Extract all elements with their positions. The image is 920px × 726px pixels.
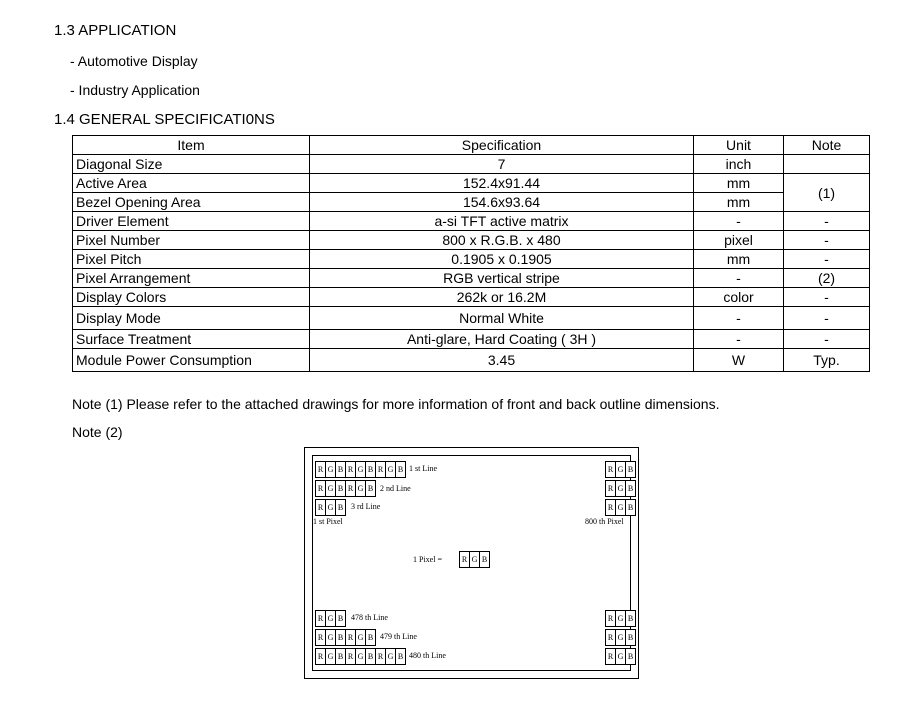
- row-item: Pixel Pitch: [73, 250, 310, 269]
- row-note: -: [784, 307, 870, 330]
- row-note: -: [784, 330, 870, 349]
- subpixel-cell: R: [345, 629, 356, 646]
- row-spec: RGB vertical stripe: [310, 269, 694, 288]
- label-3rd-line: 3 rd Line: [351, 502, 381, 511]
- subpixel-cell: B: [365, 480, 376, 497]
- note-2: Note (2): [72, 424, 123, 440]
- subpixel-cell: B: [335, 461, 346, 478]
- subpixel-cell: B: [625, 461, 636, 478]
- row-spec: 0.1905 x 0.1905: [310, 250, 694, 269]
- row-note: (1): [784, 174, 870, 212]
- subpixel-cell: B: [625, 610, 636, 627]
- row-item: Surface Treatment: [73, 330, 310, 349]
- subpixel-cell: B: [335, 480, 346, 497]
- subpixel-cell: B: [625, 499, 636, 516]
- label-800th-pixel: 800 th Pixel: [585, 517, 624, 526]
- subpixel-cell: G: [385, 461, 396, 478]
- row-spec: Normal White: [310, 307, 694, 330]
- subpixel-cell: B: [365, 461, 376, 478]
- row-item: Driver Element: [73, 212, 310, 231]
- row-note: -: [784, 288, 870, 307]
- row-note: -: [784, 231, 870, 250]
- row-item: Display Mode: [73, 307, 310, 330]
- specifications-table: [72, 135, 870, 372]
- row-spec: a-si TFT active matrix: [310, 212, 694, 231]
- subpixel-cell: G: [325, 610, 336, 627]
- row-unit: pixel: [694, 231, 784, 250]
- subpixel-cell: R: [345, 648, 356, 665]
- row-note: -: [784, 212, 870, 231]
- label-478th-line: 478 th Line: [351, 613, 388, 622]
- table-row: [73, 250, 870, 269]
- header-unit: Unit: [694, 136, 784, 155]
- row-item: Diagonal Size: [73, 155, 310, 174]
- pixel-row-line-1-right: [605, 461, 636, 478]
- subpixel-cell: G: [615, 499, 626, 516]
- subpixel-cell: R: [605, 461, 616, 478]
- application-item-industry: - Industry Application: [70, 82, 200, 98]
- subpixel-cell: R: [605, 499, 616, 516]
- row-spec: 800 x R.G.B. x 480: [310, 231, 694, 250]
- table-row: [73, 349, 870, 372]
- pixel-arrangement-diagram: [304, 447, 639, 679]
- row-spec: 3.45: [310, 349, 694, 372]
- subpixel-cell: R: [315, 461, 326, 478]
- row-unit: -: [694, 307, 784, 330]
- subpixel-cell: R: [605, 610, 616, 627]
- row-unit: -: [694, 330, 784, 349]
- subpixel-cell: R: [375, 648, 386, 665]
- row-item: Bezel Opening Area: [73, 193, 310, 212]
- row-note: Typ.: [784, 349, 870, 372]
- pixel-row-line-2-right: [605, 480, 636, 497]
- subpixel-cell: G: [615, 648, 626, 665]
- row-note: (2): [784, 269, 870, 288]
- row-unit: mm: [694, 193, 784, 212]
- subpixel-cell: G: [325, 499, 336, 516]
- pixel-row-line-480-left: [315, 648, 406, 665]
- row-unit: -: [694, 269, 784, 288]
- row-unit: W: [694, 349, 784, 372]
- subpixel-cell: G: [469, 551, 480, 568]
- note-1: Note (1) Please refer to the attached drawings for more information of front and back outline dimensions.: [72, 396, 720, 412]
- pixel-row-line-3-right: [605, 499, 636, 516]
- row-item: Active Area: [73, 174, 310, 193]
- row-item: Pixel Arrangement: [73, 269, 310, 288]
- subpixel-cell: G: [325, 461, 336, 478]
- label-1-pixel-equals: 1 Pixel =: [413, 555, 442, 564]
- header-note: Note: [784, 136, 870, 155]
- subpixel-cell: R: [315, 610, 326, 627]
- subpixel-cell: G: [615, 610, 626, 627]
- table-header-row: [73, 136, 870, 155]
- header-item: Item: [73, 136, 310, 155]
- subpixel-cell: G: [325, 629, 336, 646]
- subpixel-cell: B: [365, 629, 376, 646]
- subpixel-cell: G: [615, 629, 626, 646]
- row-spec: 262k or 16.2M: [310, 288, 694, 307]
- table-row: [73, 330, 870, 349]
- row-unit: mm: [694, 250, 784, 269]
- subpixel-cell: R: [345, 480, 356, 497]
- subpixel-cell: B: [395, 648, 406, 665]
- subpixel-cell: R: [375, 461, 386, 478]
- subpixel-cell: R: [605, 480, 616, 497]
- subpixel-cell: R: [345, 461, 356, 478]
- application-heading: 1.3 APPLICATION: [54, 22, 177, 39]
- table-row: [73, 269, 870, 288]
- subpixel-cell: B: [625, 480, 636, 497]
- subpixel-cell: R: [459, 551, 470, 568]
- row-note: -: [784, 250, 870, 269]
- label-1st-pixel: 1 st Pixel: [313, 517, 343, 526]
- row-item: Pixel Number: [73, 231, 310, 250]
- pixel-row-line-2-left: [315, 480, 376, 497]
- row-note: [784, 155, 870, 174]
- subpixel-cell: B: [335, 648, 346, 665]
- subpixel-cell: B: [625, 648, 636, 665]
- subpixel-cell: R: [315, 629, 326, 646]
- subpixel-cell: G: [325, 648, 336, 665]
- subpixel-cell: G: [615, 480, 626, 497]
- header-specification: Specification: [310, 136, 694, 155]
- table-row: [73, 155, 870, 174]
- row-spec: 152.4x91.44: [310, 174, 694, 193]
- subpixel-cell: G: [355, 629, 366, 646]
- row-unit: color: [694, 288, 784, 307]
- label-479th-line: 479 th Line: [380, 632, 417, 641]
- subpixel-cell: R: [605, 629, 616, 646]
- pixel-row-line-479-right: [605, 629, 636, 646]
- subpixel-cell: R: [315, 648, 326, 665]
- subpixel-cell: R: [605, 648, 616, 665]
- label-1st-line: 1 st Line: [409, 464, 437, 473]
- table-row: [73, 174, 870, 193]
- subpixel-cell: R: [315, 480, 326, 497]
- label-2nd-line: 2 nd Line: [380, 484, 411, 493]
- subpixel-cell: B: [479, 551, 490, 568]
- row-unit: -: [694, 212, 784, 231]
- subpixel-cell: B: [335, 499, 346, 516]
- pixel-row-line-479-left: [315, 629, 376, 646]
- subpixel-cell: G: [385, 648, 396, 665]
- subpixel-cell: G: [355, 648, 366, 665]
- table-row: [73, 231, 870, 250]
- row-item: Module Power Consumption: [73, 349, 310, 372]
- table-row: [73, 193, 870, 212]
- subpixel-cell: G: [325, 480, 336, 497]
- subpixel-cell: B: [335, 610, 346, 627]
- row-spec: Anti-glare, Hard Coating ( 3H ): [310, 330, 694, 349]
- pixel-row-line-1-left: [315, 461, 406, 478]
- subpixel-cell: B: [335, 629, 346, 646]
- row-unit: mm: [694, 174, 784, 193]
- table-row: [73, 307, 870, 330]
- row-item: Display Colors: [73, 288, 310, 307]
- table-row: [73, 212, 870, 231]
- pixel-row-line-3-left: [315, 499, 346, 516]
- pixel-row-line-478-left: [315, 610, 346, 627]
- subpixel-cell: G: [355, 480, 366, 497]
- row-spec: 154.6x93.64: [310, 193, 694, 212]
- pixel-row-line-480-right: [605, 648, 636, 665]
- row-unit: inch: [694, 155, 784, 174]
- subpixel-cell: R: [315, 499, 326, 516]
- subpixel-cell: B: [395, 461, 406, 478]
- table-row: [73, 288, 870, 307]
- pixel-row-line-478-right: [605, 610, 636, 627]
- subpixel-cell: G: [615, 461, 626, 478]
- subpixel-cell: B: [365, 648, 376, 665]
- pixel-legend: [459, 551, 490, 568]
- specs-heading: 1.4 GENERAL SPECIFICATI0NS: [54, 111, 275, 128]
- subpixel-cell: B: [625, 629, 636, 646]
- subpixel-cell: G: [355, 461, 366, 478]
- row-spec: 7: [310, 155, 694, 174]
- label-480th-line: 480 th Line: [409, 651, 446, 660]
- display-area-outline: [312, 455, 634, 671]
- application-item-automotive: - Automotive Display: [70, 53, 198, 69]
